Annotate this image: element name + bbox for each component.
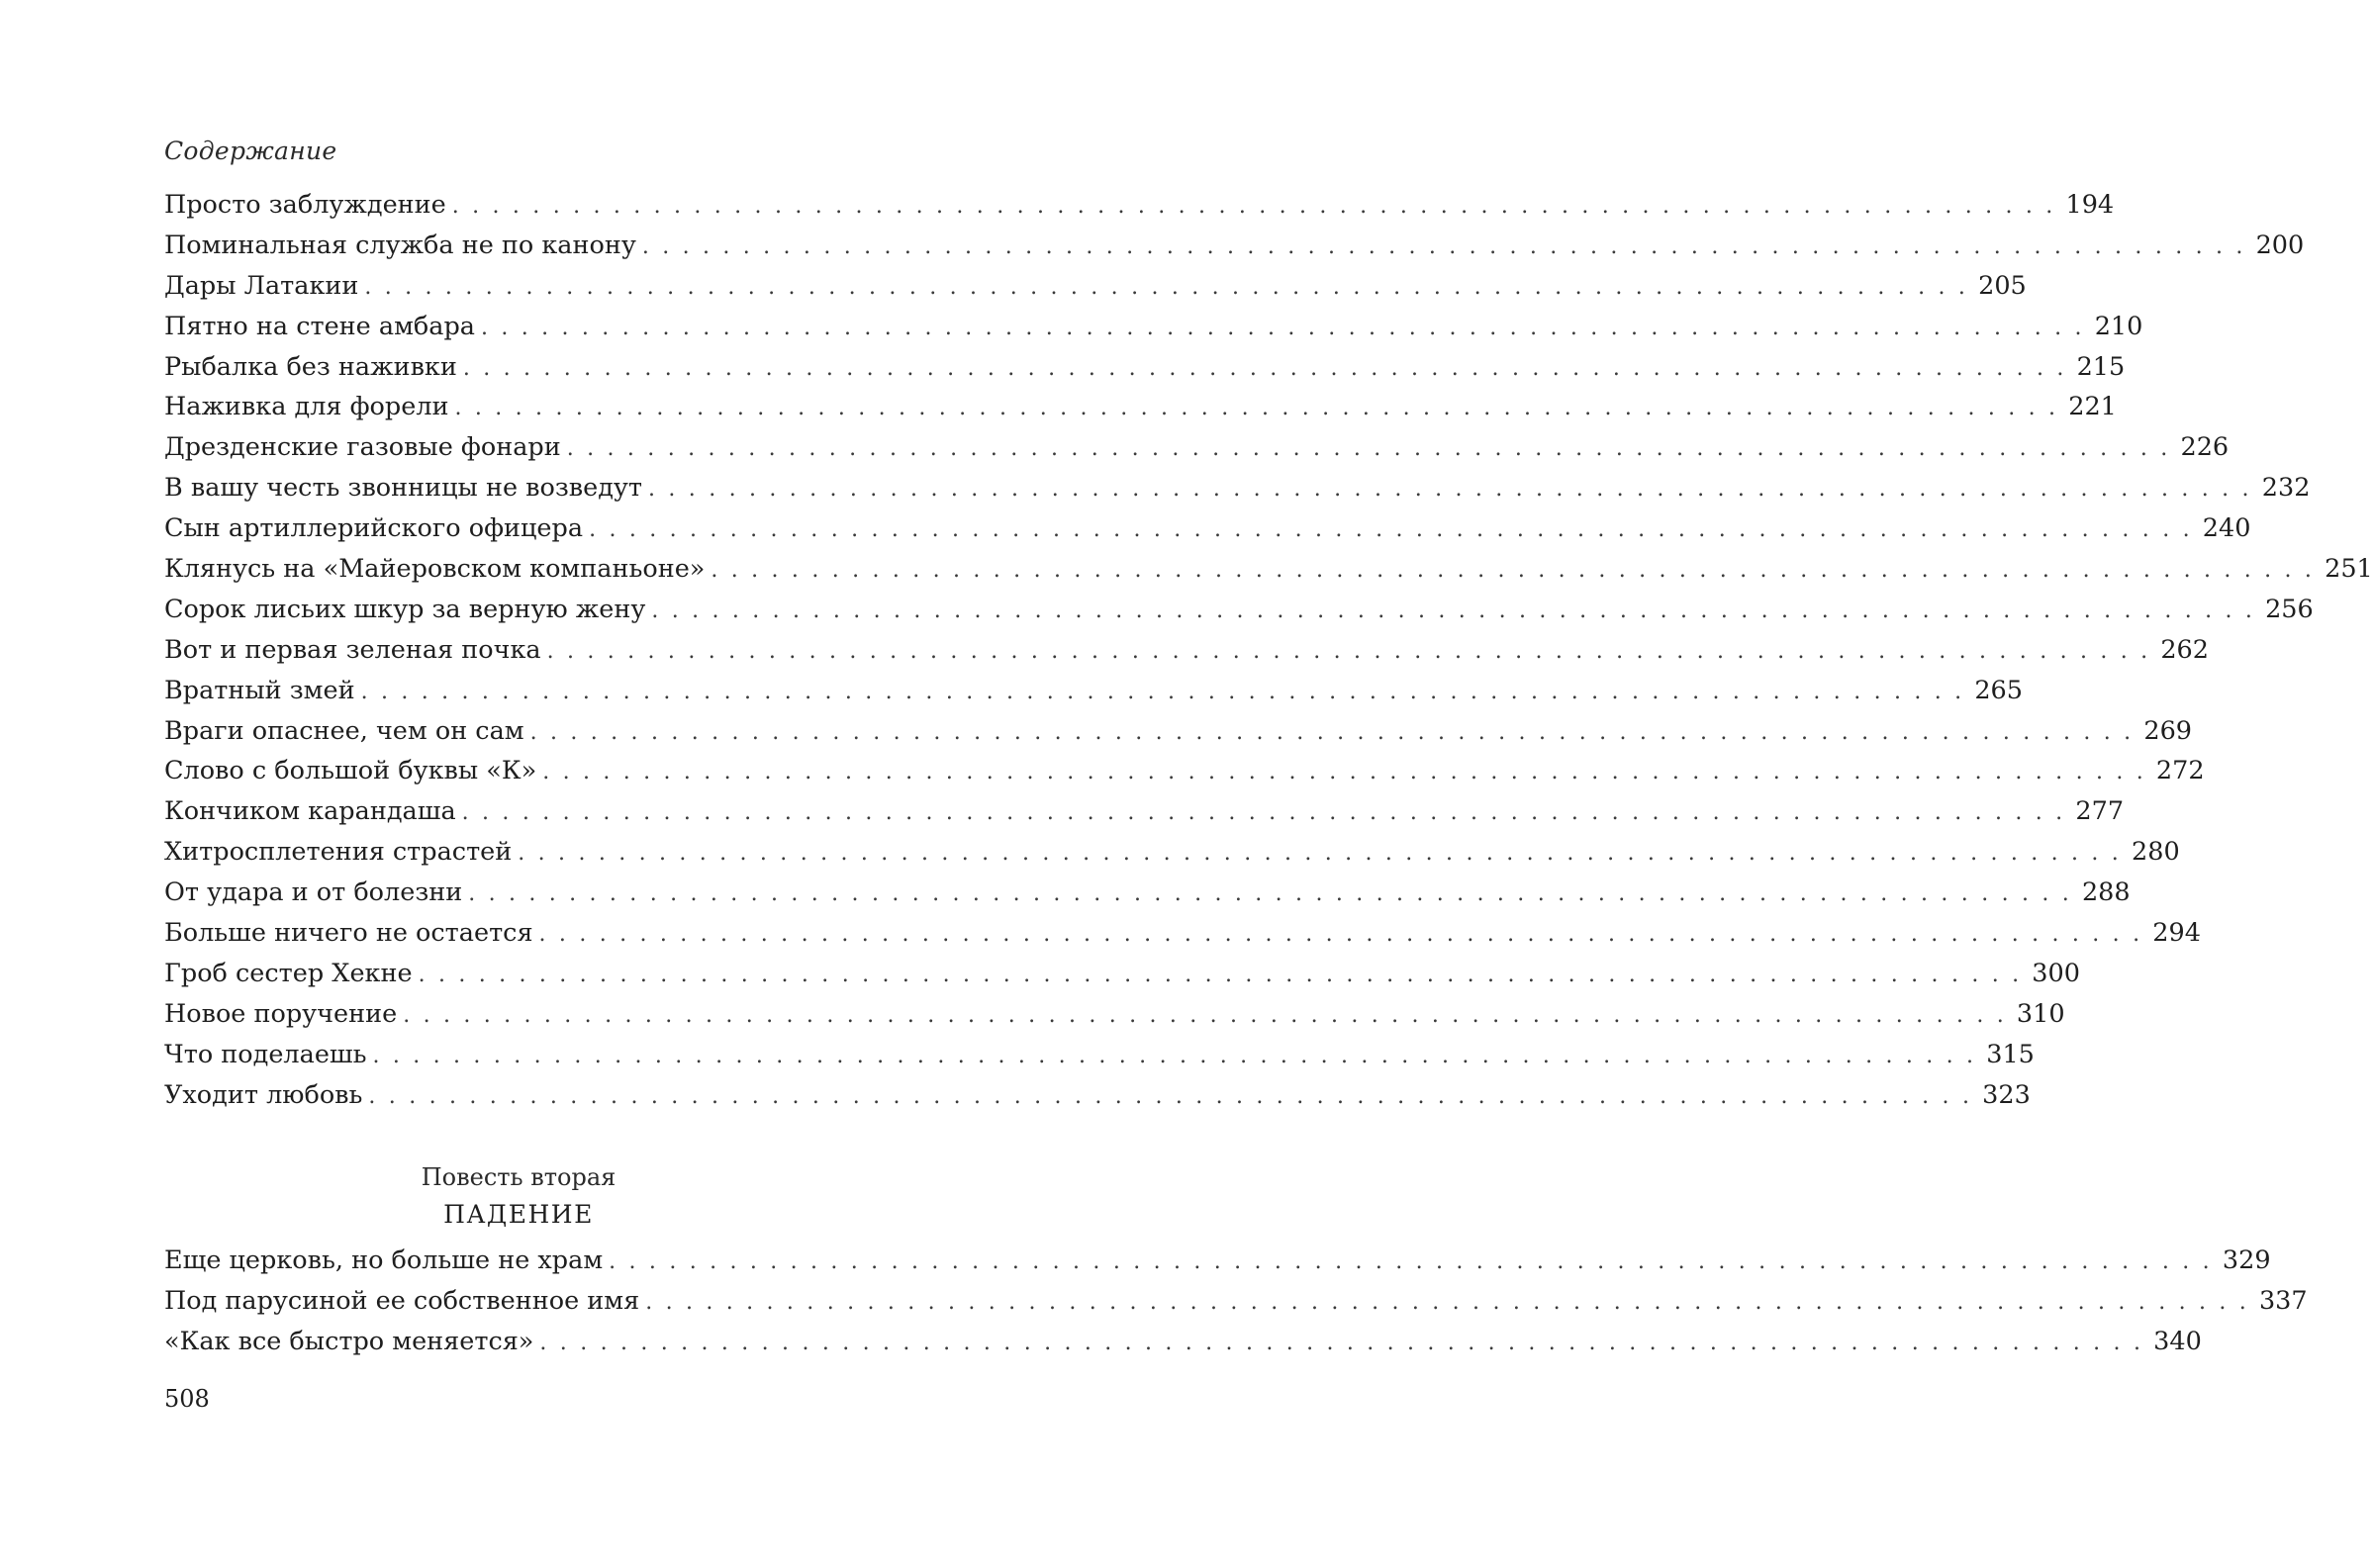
dot-leader: . . . . . . . . . . . . . . . . . . . . . . . . . . . . . . . . . . . . . . . . . . . . . . . . . . . . . . . . . . . . . . . . . . . . . . . . . . . . . . . . (372, 1043, 1977, 1068)
toc-entry (164, 877, 2131, 918)
dot-leader: . . . . . . . . . . . . . . . . . . . . . . . . . . . . . . . . . . . . . . . . . . . . . . . . . . . . . . . . . . . . . . . . . . . . . . . . . . . . . . . . (566, 436, 2171, 462)
toc-entry-title: Поминальная служба не по канону (164, 230, 636, 260)
toc-entry (164, 756, 2205, 796)
toc-entry-page: 262 (2160, 634, 2209, 665)
dot-leader: . . . . . . . . . . . . . . . . . . . . . . . . . . . . . . . . . . . . . . . . . . . . . . . . . . . . . . . . . . . . . . . . . . . . . . . . . . . . . . . . (462, 355, 2067, 381)
dot-leader: . . . . . . . . . . . . . . . . . . . . . . . . . . . . . . . . . . . . . . . . . . . . . . . . . . . . . . . . . . . . . . . . . . . . . . . . . . . . . . . . (711, 558, 2316, 584)
dot-leader: . . . . . . . . . . . . . . . . . . . . . . . . . . . . . . . . . . . . . . . . . . . . . . . . . . . . . . . . . . . . . . . . . . . . . . . . . . . . . . . . (368, 1083, 1973, 1109)
toc-entry (164, 270, 2027, 312)
toc-entry (164, 958, 2080, 999)
toc-entry-page: 310 (2016, 998, 2065, 1029)
toc-entry-page: 251 (2325, 554, 2373, 585)
dot-leader: . . . . . . . . . . . . . . . . . . . . . . . . . . . . . . . . . . . . . . . . . . . . . . . . . . . . . . . . . . . . . . . . . . . . . . . . . . . . . . . . (480, 315, 2085, 340)
toc-entry-page: 210 (2094, 311, 2143, 341)
toc-entry (164, 715, 2193, 757)
toc-entry-page: 269 (2143, 715, 2193, 746)
toc-entry (164, 1285, 2308, 1327)
toc-entry (164, 392, 2117, 432)
toc-entry-title: Просто заблуждение (164, 190, 446, 220)
toc-entry (164, 432, 2230, 473)
toc-entry-title: Клянусь на «Майеровском компаньоне» (164, 554, 706, 585)
toc-entry-title: Вратный змей (164, 675, 355, 705)
toc-entry-title: Гроб сестер Хекне (164, 958, 413, 988)
running-head: Содержание (164, 137, 337, 165)
toc-entry-title: Дары Латакии (164, 270, 359, 301)
dot-leader: . . . . . . . . . . . . . . . . . . . . . . . . . . . . . . . . . . . . . . . . . . . . . . . . . . . . . . . . . . . . . . . . . . . . . . . . . . . . . . . . (648, 477, 2252, 503)
toc-entry-title: Еще церковь, но больше не храм (164, 1245, 604, 1275)
toc-entry-title: Сын артиллерийского офицера (164, 513, 584, 544)
toc-entry-page: 280 (2132, 837, 2180, 868)
toc-entry (164, 1039, 2035, 1080)
toc-entry-page: 300 (2032, 958, 2080, 988)
toc-entry-title: Больше ничего не остается (164, 918, 533, 949)
toc-entry-page: 265 (1974, 675, 2023, 705)
toc-entry (164, 998, 2065, 1040)
toc-entry (164, 675, 2023, 716)
toc-entry (164, 311, 2143, 352)
dot-leader: . . . . . . . . . . . . . . . . . . . . . . . . . . . . . . . . . . . . . . . . . . . . . . . . . . . . . . . . . . . . . . . . . . . . . . . . . . . . . . . . (529, 719, 2135, 745)
toc-entry (164, 351, 2126, 393)
dot-leader: . . . . . . . . . . . . . . . . . . . . . . . . . . . . . . . . . . . . . . . . . . . . . . . . . . . . . . . . . . . . . . . . . . . . . . . . . . . . . . . . (468, 881, 2072, 907)
toc-entry-page: 232 (2261, 473, 2311, 504)
toc-entry (164, 1326, 2202, 1367)
toc-entry-title: Рыбалка без наживки (164, 351, 457, 382)
toc-entry-page: 337 (2258, 1285, 2308, 1316)
toc-entry (164, 230, 2305, 271)
toc-entry-title: От удара и от болезни (164, 877, 463, 908)
dot-leader: . . . . . . . . . . . . . . . . . . . . . . . . . . . . . . . . . . . . . . . . . . . . . . . . . . . . . . . . . . . . . . . . . . . . . . . . . . . . . . . . (546, 638, 2151, 664)
toc-entry (164, 513, 2251, 554)
toc-entry-page: 200 (2255, 230, 2305, 260)
toc-entry (164, 190, 2115, 231)
toc-entry (164, 918, 2201, 959)
toc-entry-page: 194 (2065, 190, 2115, 220)
dot-leader: . . . . . . . . . . . . . . . . . . . . . . . . . . . . . . . . . . . . . . . . . . . . . . . . . . . . . . . . . . . . . . . . . . . . . . . . . . . . . . . . (451, 194, 2056, 219)
toc-entry-page: 256 (2265, 594, 2314, 624)
dot-leader: . . . . . . . . . . . . . . . . . . . . . . . . . . . . . . . . . . . . . . . . . . . . . . . . . . . . . . . . . . . . . . . . . . . . . . . . . . . . . . . . (645, 1289, 2249, 1315)
part-two-title: ПАДЕНИЕ (443, 1200, 594, 1229)
dot-leader: . . . . . . . . . . . . . . . . . . . . . . . . . . . . . . . . . . . . . . . . . . . . . . . . . . . . . . . . . . . . . . . . . . . . . . . . . . . . . . . . (403, 1002, 2007, 1028)
toc-entry (164, 837, 2180, 877)
dot-leader: . . . . . . . . . . . . . . . . . . . . . . . . . . . . . . . . . . . . . . . . . . . . . . . . . . . . . . . . . . . . . . . . . . . . . . . . . . . . . . . . (418, 962, 2023, 987)
toc-entry-title: Уходит любовь (164, 1079, 363, 1110)
toc-entry-title: Вот и первая зеленая почка (164, 634, 541, 665)
toc-entry-page: 277 (2075, 796, 2125, 827)
toc-entry-title: Дрезденские газовые фонари (164, 432, 561, 463)
toc-entry-title: «Как все быстро меняется» (164, 1326, 534, 1356)
toc-entry-title: Сорок лисьих шкур за верную жену (164, 594, 646, 624)
toc-entry-title: Враги опаснее, чем он сам (164, 715, 524, 746)
toc-entry-page: 240 (2202, 513, 2251, 544)
toc-entry-page: 294 (2152, 918, 2201, 949)
dot-leader: . . . . . . . . . . . . . . . . . . . . . . . . . . . . . . . . . . . . . . . . . . . . . . . . . . . . . . . . . . . . . . . . . . . . . . . . . . . . . . . . (539, 1330, 2144, 1355)
toc-entry-title: Наживка для форели (164, 392, 449, 422)
dot-leader: . . . . . . . . . . . . . . . . . . . . . . . . . . . . . . . . . . . . . . . . . . . . . . . . . . . . . . . . . . . . . . . . . . . . . . . . . . . . . . . . (461, 800, 2066, 826)
toc-entry-title: Пятно на стене амбара (164, 311, 475, 341)
toc-entry-title: Хитросплетения страстей (164, 837, 513, 868)
dot-leader: . . . . . . . . . . . . . . . . . . . . . . . . . . . . . . . . . . . . . . . . . . . . . . . . . . . . . . . . . . . . . . . . . . . . . . . . . . . . . . . . (542, 760, 2146, 785)
dot-leader: . . . . . . . . . . . . . . . . . . . . . . . . . . . . . . . . . . . . . . . . . . . . . . . . . . . . . . . . . . . . . . . . . . . . . . . . . . . . . . . . (360, 679, 1965, 704)
dot-leader: . . . . . . . . . . . . . . . . . . . . . . . . . . . . . . . . . . . . . . . . . . . . . . . . . . . . . . . . . . . . . . . . . . . . . . . . . . . . . . . . (538, 922, 2143, 948)
toc-entry-page: 221 (2068, 392, 2117, 422)
toc-entry-page: 288 (2081, 877, 2131, 908)
toc-entry-page: 226 (2180, 432, 2230, 463)
dot-leader: . . . . . . . . . . . . . . . . . . . . . . . . . . . . . . . . . . . . . . . . . . . . . . . . . . . . . . . . . . . . . . . . . . . . . . . . . . . . . . . . (651, 598, 2256, 623)
toc-entry (164, 796, 2125, 837)
toc-entry-title: В вашу честь звонницы не возведут (164, 473, 643, 504)
toc-entry-page: 329 (2222, 1245, 2271, 1275)
part-two-label: Повесть вторая (421, 1163, 617, 1191)
toc-entry-page: 215 (2076, 351, 2126, 382)
toc-entry (164, 1245, 2271, 1286)
dot-leader: . . . . . . . . . . . . . . . . . . . . . . . . . . . . . . . . . . . . . . . . . . . . . . . . . . . . . . . . . . . . . . . . . . . . . . . . . . . . . . . . (609, 1249, 2213, 1274)
dot-leader: . . . . . . . . . . . . . . . . . . . . . . . . . . . . . . . . . . . . . . . . . . . . . . . . . . . . . . . . . . . . . . . . . . . . . . . . . . . . . . . . (641, 233, 2246, 259)
toc-entry (164, 1079, 2031, 1121)
toc-entry (164, 473, 2311, 513)
toc-entry-title: Слово с большой буквы «К» (164, 756, 537, 786)
toc-entry-title: Новое поручение (164, 998, 398, 1029)
toc-entry (164, 634, 2209, 676)
toc-entry-title: Что поделаешь (164, 1039, 367, 1069)
dot-leader: . . . . . . . . . . . . . . . . . . . . . . . . . . . . . . . . . . . . . . . . . . . . . . . . . . . . . . . . . . . . . . . . . . . . . . . . . . . . . . . . (589, 517, 2193, 543)
toc-entry-title: Кончиком карандаша (164, 796, 456, 827)
toc-entry-title: Под парусиной ее собственное имя (164, 1285, 640, 1316)
toc-entry (164, 594, 2314, 635)
toc-entry-page: 272 (2155, 756, 2205, 786)
toc-entry-page: 323 (1982, 1079, 2031, 1110)
toc-entry-page: 340 (2153, 1326, 2202, 1356)
toc-entry-page: 315 (1986, 1039, 2035, 1069)
toc-list-part-two (164, 1245, 2308, 1367)
toc-list-part-one (164, 190, 2373, 1120)
toc-entry-page: 205 (1978, 270, 2027, 301)
toc-entry (164, 554, 2373, 595)
dot-leader: . . . . . . . . . . . . . . . . . . . . . . . . . . . . . . . . . . . . . . . . . . . . . . . . . . . . . . . . . . . . . . . . . . . . . . . . . . . . . . . . (454, 396, 2059, 421)
dot-leader: . . . . . . . . . . . . . . . . . . . . . . . . . . . . . . . . . . . . . . . . . . . . . . . . . . . . . . . . . . . . . . . . . . . . . . . . . . . . . . . . (364, 274, 1969, 300)
dot-leader: . . . . . . . . . . . . . . . . . . . . . . . . . . . . . . . . . . . . . . . . . . . . . . . . . . . . . . . . . . . . . . . . . . . . . . . . . . . . . . . . (518, 841, 2122, 867)
page-number: 508 (164, 1385, 210, 1413)
